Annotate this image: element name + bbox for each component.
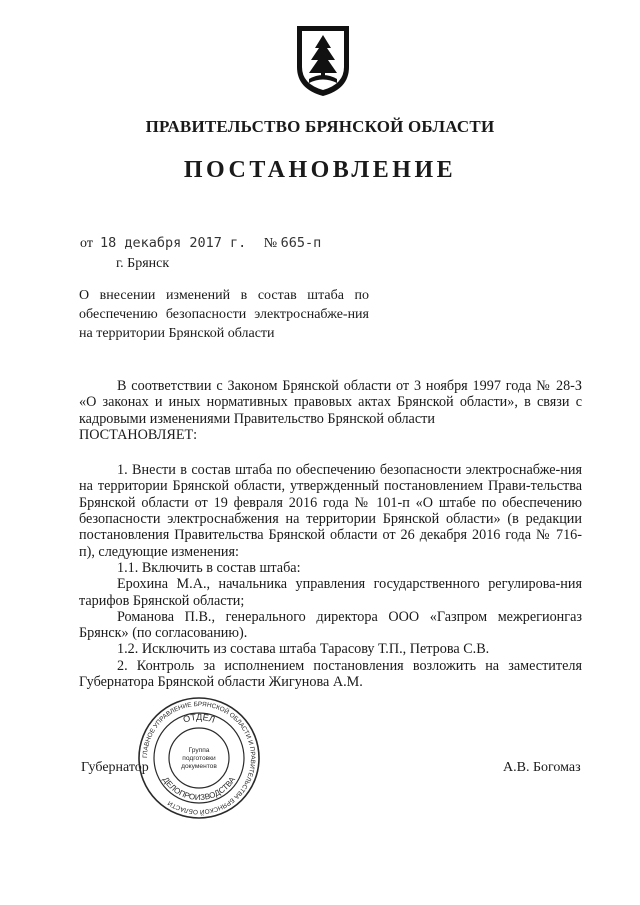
stamp-ring-text: ГЛАВНОЕ УПРАВЛЕНИЕ БРЯНСКОЙ ОБЛАСТИ И ПРАВИТЕЛЬСТВА БРЯНСКОЙ ОБЛАСТИ [141,700,257,816]
document-subject: О внесении изменений в состав штаба по обеспечению безопасности электроснабже-ния на территории Брянской области [79,288,369,341]
official-stamp [137,696,261,820]
resolve-heading: ПОСТАНОВЛЯЕТ: [79,426,198,443]
document-city: г. Брянск [116,256,170,271]
person-2-paragraph: Романова П.В., генерального директора ООО «Газпром межрегионгаз Брянск» (по согласованию). [79,608,582,642]
number-prefix: № [263,236,278,251]
item-1-2-paragraph: 1.2. Исключить из состава штаба Тарасову Т.П., Петрова С.В. [117,641,490,658]
document-title: ПОСТАНОВЛЕНИЕ [183,157,457,183]
item-1-paragraph: 1. Внести в состав штаба по обеспечению безопасности электроснабже-ния на территории Брянской области, утвержденный постановлением Прави-тельства Брянской области от 19 февраля 2016 года № 101-п «О штабе по обеспечению безопасности электроснабжения на территории Брянской области» (в редакции постановления Правительства Брянской области от 26 декабря 2016 года № 716-п), следующие изменения: [79,462,582,560]
item-1-1-paragraph: 1.1. Включить в состав штаба: [117,559,301,576]
document-body [79,378,582,690]
stamp-middle-bottom: ДЕЛОПРОИЗВОДСТВА [161,775,237,803]
document-date: 18 декабря 2017 г. [99,235,247,251]
signer-name: А.В. Богомаз [503,760,581,775]
date-prefix: от [80,236,93,251]
document-number: 665-п [280,235,322,251]
date-line [80,235,321,252]
person-1-paragraph: Ерохина М.А., начальника управления государственного регулирова-ния тарифов Брянской области; [79,576,582,609]
item-2-paragraph: 2. Контроль за исполнением постановления возложить на заместителя Губернатора Брянской области Жигунова А.М. [79,657,582,691]
stamp-center-line-3: документов [181,763,217,770]
signer-position: Губернатор [81,760,149,775]
stamp-center-line-1: Группа [188,747,210,754]
coat-of-arms [294,23,352,99]
preamble-paragraph: В соответствии с Законом Брянской области от 3 ноября 1997 года № 28-З «О законах и иных нормативных правовых актах Брянской области», в связи с кадровыми изменениями Правительство Брянской области [79,378,582,427]
stamp-middle-top: ОТДЕЛ [181,711,217,725]
organization-title: ПРАВИТЕЛЬСТВО БРЯНСКОЙ ОБЛАСТИ [145,117,495,136]
svg-text:ОТДЕЛ [182,712,217,725]
stamp-center-line-2: подготовки [182,755,216,762]
